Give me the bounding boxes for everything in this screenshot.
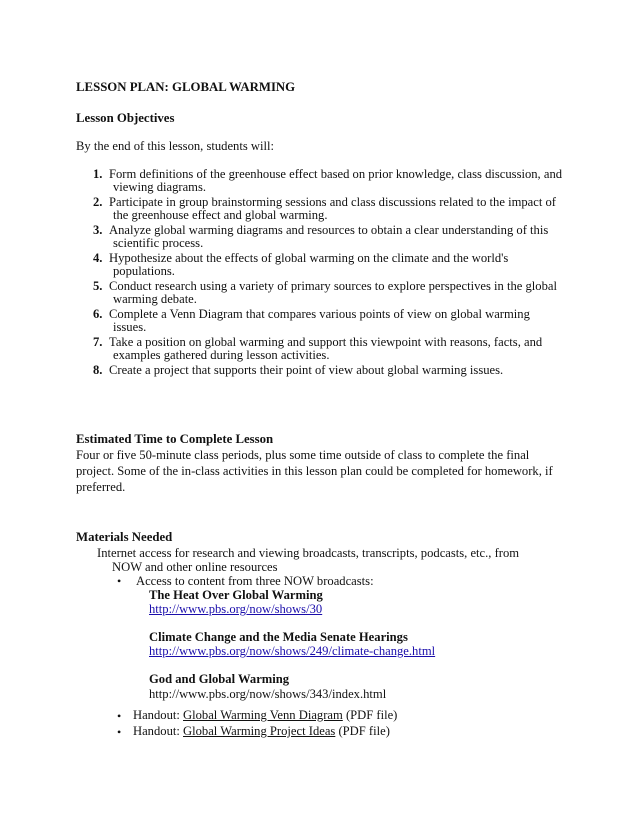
objective-text-continued: issues. [113, 320, 147, 334]
broadcast-title: The Heat Over Global Warming [149, 588, 323, 602]
objective-text: Take a position on global warming and support this viewpoint with reasons, facts, and [109, 335, 543, 349]
time-text-line: preferred. [76, 480, 126, 494]
objective-text-continued: scientific process. [113, 236, 204, 250]
objective-text: Create a project that supports their point of view about global warming issues. [109, 363, 504, 377]
materials-intro: Internet access for research and viewing broadcasts, transcripts, podcasts, etc., from [97, 546, 520, 560]
objective-item [76, 195, 576, 223]
objectives-intro: By the end of this lesson, students will: [76, 139, 274, 153]
handout-suffix: (PDF file) [342, 708, 398, 722]
objectives-list [76, 167, 576, 383]
objective-text-continued: examples gathered during lesson activities. [113, 348, 330, 362]
handout-link-project-ideas[interactable]: Global Warming Project Ideas [183, 724, 336, 738]
bullet-icon: • [117, 574, 122, 588]
objective-item [76, 279, 576, 307]
objective-item [76, 363, 576, 383]
bullet-icon: • [117, 725, 122, 739]
time-heading: Estimated Time to Complete Lesson [76, 432, 274, 446]
objective-text-continued: warming debate. [113, 292, 197, 306]
objective-number: 5. [93, 279, 103, 293]
objective-number: 8. [93, 363, 103, 377]
objective-number: 4. [93, 251, 103, 265]
objective-text: Form definitions of the greenhouse effect based on prior knowledge, class discussion, and [109, 167, 563, 181]
objective-text: Hypothesize about the effects of global warming on the climate and the world's [109, 251, 509, 265]
materials-heading: Materials Needed [76, 530, 173, 544]
objectives-heading: Lesson Objectives [76, 111, 175, 125]
broadcast-access-label: Access to content from three NOW broadcasts: [136, 574, 374, 588]
broadcast-title: God and Global Warming [149, 672, 290, 686]
handout-link-venn-diagram[interactable]: Global Warming Venn Diagram [183, 708, 343, 722]
handout-prefix: Handout: [133, 708, 184, 722]
handout-suffix: (PDF file) [335, 724, 390, 738]
objective-number: 2. [93, 195, 103, 209]
handout-item [133, 708, 397, 723]
broadcast-title: Climate Change and the Media Senate Hearings [149, 630, 408, 644]
time-text-line: Four or five 50-minute class periods, plus some time outside of class to complete the final [76, 448, 530, 462]
objective-item [76, 223, 576, 251]
objective-item [76, 307, 576, 335]
objective-text-continued: viewing diagrams. [113, 180, 207, 194]
broadcast-url-text: http://www.pbs.org/now/shows/343/index.html [149, 687, 387, 701]
objective-text-continued: the greenhouse effect and global warming. [113, 208, 328, 222]
objective-text-continued: populations. [113, 264, 175, 278]
objective-text: Analyze global warming diagrams and resources to obtain a clear understanding of this [109, 223, 549, 237]
objective-number: 3. [93, 223, 103, 237]
objective-item [76, 251, 576, 279]
objective-item [76, 335, 576, 363]
materials-intro-continued: NOW and other online resources [112, 560, 278, 574]
handout-prefix: Handout: [133, 724, 184, 738]
broadcast-link[interactable]: http://www.pbs.org/now/shows/249/climate-change.html [149, 644, 436, 658]
objective-text: Complete a Venn Diagram that compares various points of view on global warming [109, 307, 530, 321]
document-title: LESSON PLAN: GLOBAL WARMING [76, 80, 296, 94]
broadcast-link[interactable]: http://www.pbs.org/now/shows/30 [149, 602, 323, 616]
objective-text: Conduct research using a variety of primary sources to explore perspectives in the global [109, 279, 557, 293]
bullet-icon: • [117, 709, 122, 723]
time-text-line: project. Some of the in-class activities in this lesson plan could be completed for homework, if [76, 464, 553, 478]
objective-item [76, 167, 576, 195]
objective-number: 7. [93, 335, 103, 349]
objective-number: 6. [93, 307, 103, 321]
handout-item [133, 724, 390, 739]
objective-text: Participate in group brainstorming sessions and class discussions related to the impact of [109, 195, 556, 209]
objective-number: 1. [93, 167, 103, 181]
